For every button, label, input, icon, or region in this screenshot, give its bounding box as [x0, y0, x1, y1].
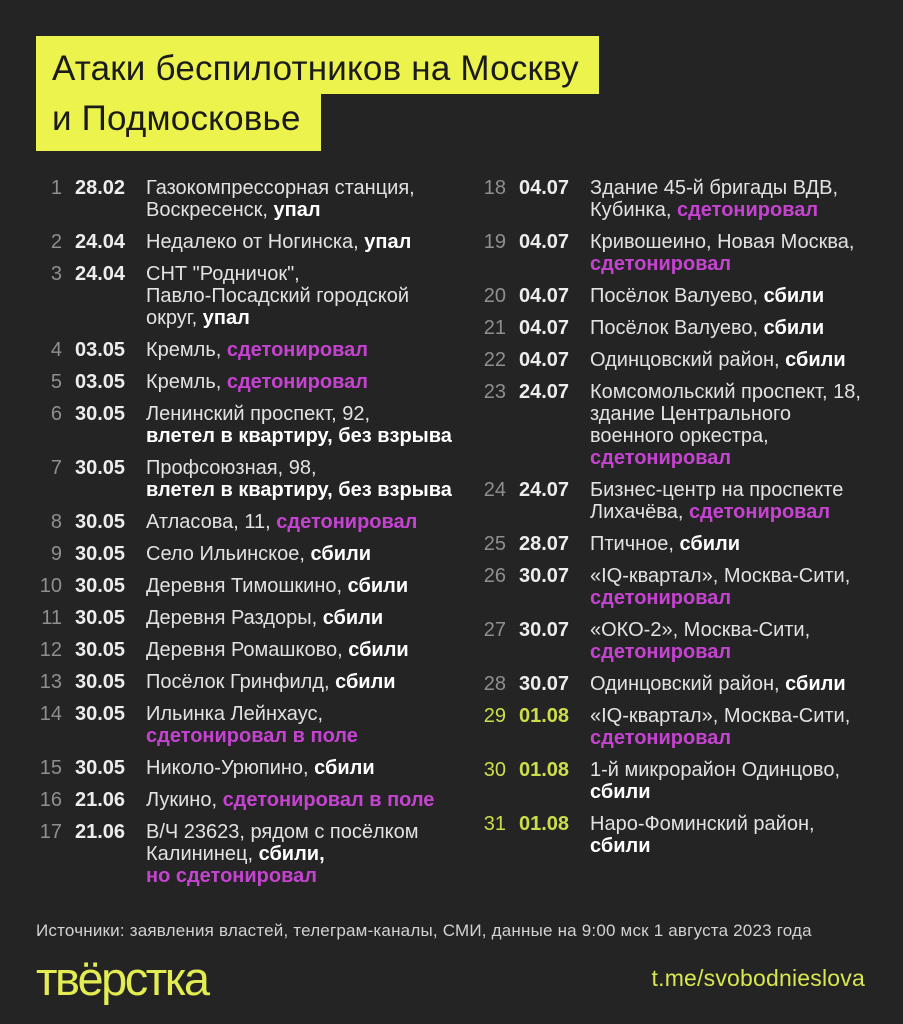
entry-text-segment: упал [202, 307, 250, 330]
title-block [36, 36, 867, 151]
entry-description [146, 543, 371, 565]
entry-line [590, 479, 843, 501]
entry-number: 6 [50, 403, 62, 426]
entry-line [146, 307, 409, 329]
entry-line [146, 575, 408, 597]
entry-number: 20 [483, 285, 506, 308]
entry-description [146, 403, 452, 447]
entry-text-segment: «IQ-квартал», Москва-Сити, [590, 705, 851, 728]
entry-description [590, 673, 846, 695]
entry-line [590, 349, 846, 371]
entry-number: 24 [483, 479, 506, 502]
entry-line [146, 757, 375, 779]
entry-number: 14 [39, 703, 62, 726]
list-item [36, 757, 480, 779]
entry-text-segment: сдетонировал [226, 371, 368, 394]
entry-description [146, 703, 358, 747]
entry-line [590, 403, 861, 425]
entry-number: 3 [50, 263, 62, 286]
footer-row [36, 953, 867, 1005]
entry-text-segment: сдетонировал [590, 447, 732, 470]
entry-line [590, 727, 850, 749]
list-item [36, 543, 480, 565]
entry-number: 23 [483, 381, 506, 404]
entry-date: 03.05 [75, 371, 126, 394]
entry-number: 11 [41, 607, 62, 630]
list-item [36, 821, 480, 887]
list-item [36, 607, 480, 629]
entry-text-segment: Бизнес-центр на проспекте [590, 479, 844, 502]
list-item [480, 673, 867, 695]
entry-line [146, 843, 419, 865]
list-item [36, 457, 480, 501]
entry-text-segment: сбили [679, 533, 741, 556]
entry-description [590, 619, 810, 663]
entry-date: 04.07 [519, 349, 570, 372]
entry-number: 21 [483, 317, 506, 340]
entry-line [590, 565, 850, 587]
entry-text-segment: сбили [590, 835, 651, 858]
entry-text-segment: упал [273, 199, 321, 222]
entry-text-segment: сдетонировал в поле [222, 789, 435, 812]
entry-number: 1 [50, 177, 62, 200]
entry-line [146, 671, 396, 693]
list-item [480, 533, 867, 555]
list-item [480, 479, 867, 523]
entry-line [590, 447, 861, 469]
entry-line [146, 725, 358, 747]
entry-text-segment: сдетонировал [590, 587, 732, 610]
entry-date: 03.05 [75, 339, 126, 362]
entry-text-segment: Лихачёва, [590, 501, 689, 524]
entry-description [146, 177, 415, 221]
entry-text-segment: сбили [785, 673, 846, 696]
entry-line [590, 759, 840, 781]
entry-description [146, 231, 411, 253]
entry-description [590, 349, 846, 371]
list-item [480, 565, 867, 609]
entry-description [146, 575, 408, 597]
entry-number: 22 [483, 349, 506, 372]
page-title-line-1 [36, 36, 599, 94]
entry-description [146, 339, 368, 361]
entry-description [590, 231, 854, 275]
entry-date: 01.08 [519, 813, 570, 836]
entry-description [590, 813, 815, 857]
entry-line [590, 177, 838, 199]
entry-number: 7 [50, 457, 62, 480]
entry-line [146, 703, 358, 725]
entry-description [590, 177, 838, 221]
entry-text-segment: сдетонировал [590, 727, 732, 750]
entry-description [146, 821, 419, 887]
entry-date: 24.07 [519, 381, 570, 404]
list-item [480, 177, 867, 221]
entry-date: 30.05 [75, 457, 126, 480]
entry-line [590, 199, 838, 221]
entry-text-segment: «ОКО-2», Москва-Сити, [590, 619, 811, 642]
entry-text-segment: Деревня Ромашково, [146, 639, 349, 662]
list-item [36, 231, 480, 253]
entry-description [590, 479, 843, 523]
entry-line [590, 619, 810, 641]
list-item [480, 759, 867, 803]
entry-date: 21.06 [75, 789, 126, 812]
entry-number: 12 [39, 639, 62, 662]
entry-number: 9 [50, 543, 62, 566]
list-item [36, 371, 480, 393]
entry-line [146, 285, 409, 307]
list-item [480, 285, 867, 307]
entry-text-segment: Николо-Урюпино, [146, 757, 315, 780]
entry-text-segment: Деревня Раздоры, [146, 607, 323, 630]
entry-line [146, 371, 368, 393]
entry-line [146, 479, 452, 501]
list-item [36, 403, 480, 447]
entry-text-segment: здание Центрального [590, 403, 792, 426]
entry-text-segment: влетел в квартиру, без взрыва [146, 479, 452, 502]
entry-text-segment: но сдетонировал [146, 865, 317, 888]
entry-description [146, 757, 375, 779]
entry-date: 30.07 [519, 565, 570, 588]
entry-line [146, 231, 411, 253]
list-item [480, 349, 867, 371]
entry-description [590, 533, 740, 555]
entry-text-segment: сбили [335, 671, 396, 694]
entry-date: 30.05 [75, 511, 126, 534]
entry-line [146, 457, 452, 479]
entry-date: 01.08 [519, 759, 570, 782]
verstka-logo: твёрстка [36, 952, 208, 1006]
entry-text-segment: Газокомпрессорная станция, [146, 177, 415, 200]
entry-text-segment: Калининец, [146, 843, 259, 866]
entry-description [590, 565, 850, 609]
entry-line [590, 381, 861, 403]
entry-text-segment: Недалеко от Ногинска, [146, 231, 365, 254]
entry-line [590, 641, 810, 663]
list-item [36, 263, 480, 329]
entry-line [590, 285, 824, 307]
entry-date: 30.07 [519, 619, 570, 642]
entry-description [146, 511, 417, 533]
entry-date: 30.05 [75, 403, 126, 426]
entry-text-segment: сбили [785, 349, 846, 372]
entry-date: 04.07 [519, 231, 570, 254]
entry-text-segment: сдетонировал [276, 511, 418, 534]
entry-line [146, 865, 419, 887]
entry-text-segment: сбили [322, 607, 384, 630]
entry-line [590, 501, 843, 523]
entry-line [590, 253, 854, 275]
entry-line [146, 639, 409, 661]
entry-number: 25 [483, 533, 506, 556]
entry-text-segment: Здание 45-й бригады ВДВ, [590, 177, 839, 200]
column-right [480, 177, 867, 897]
entry-line [146, 403, 452, 425]
entry-text-segment: сдетонировал [676, 199, 819, 222]
entry-text-segment: округ, [146, 307, 203, 330]
page-title-line-2 [36, 94, 321, 152]
entry-line [146, 543, 371, 565]
entry-description [146, 457, 452, 501]
entry-description [146, 789, 434, 811]
entry-description [590, 317, 824, 339]
list-item [36, 671, 480, 693]
entry-text-segment: сдетонировал [226, 339, 368, 362]
entry-number: 31 [483, 813, 506, 836]
list-item [36, 703, 480, 747]
entry-line [590, 317, 824, 339]
entry-text-segment: Ленинский проспект, 92, [146, 403, 371, 426]
list-item [36, 575, 480, 597]
entry-text-segment: Атласова, 11, [146, 511, 277, 534]
entry-line [590, 835, 815, 857]
title-text-2: и Подмосковье [52, 98, 301, 138]
entry-description [590, 705, 850, 749]
entry-date: 21.06 [75, 821, 126, 844]
entry-text-segment: Наро-Фоминский район, [590, 813, 815, 836]
entry-number: 10 [39, 575, 62, 598]
entry-text-segment: Кубинка, [590, 199, 677, 222]
entry-date: 30.05 [75, 703, 126, 726]
entry-line [590, 781, 840, 803]
entry-number: 16 [39, 789, 62, 812]
list-item [36, 339, 480, 361]
entry-line [146, 821, 419, 843]
entry-text-segment: Павло-Посадский городской [146, 285, 410, 308]
entry-date: 24.04 [75, 231, 126, 254]
entry-date: 01.08 [519, 705, 570, 728]
entry-text-segment: сбили [310, 543, 372, 566]
list-item [480, 705, 867, 749]
entry-text-segment: В/Ч 23623, рядом с посёлком [146, 821, 419, 844]
entry-text-segment: СНТ "Родничок", [146, 263, 300, 286]
entry-line [146, 263, 409, 285]
list-item [36, 639, 480, 661]
entry-number: 15 [39, 757, 62, 780]
entry-number: 26 [483, 565, 506, 588]
entry-line [146, 607, 383, 629]
entry-line [146, 511, 417, 533]
entry-line [146, 199, 415, 221]
list-item [480, 231, 867, 275]
entry-text-segment: Посёлок Валуево, [590, 285, 764, 308]
list-item [480, 813, 867, 857]
entry-number: 29 [483, 705, 506, 728]
entry-date: 28.07 [519, 533, 570, 556]
entry-line [590, 231, 854, 253]
entry-date: 04.07 [519, 317, 570, 340]
entry-date: 30.05 [75, 607, 126, 630]
entry-text-segment: сдетонировал [590, 641, 732, 664]
incident-list [36, 177, 867, 897]
entry-text-segment: сбили, [258, 843, 325, 866]
entry-text-segment: Ильинка Лейнхаус, [146, 703, 324, 726]
entry-date: 24.04 [75, 263, 126, 286]
entry-description [590, 381, 861, 469]
entry-text-segment: Кривошеино, Новая Москва, [590, 231, 855, 254]
entry-text-segment: военного оркестра, [590, 425, 769, 448]
list-item [36, 177, 480, 221]
entry-text-segment: сбили [314, 757, 375, 780]
entry-text-segment: Село Ильинское, [146, 543, 311, 566]
entry-text-segment: сбили [763, 317, 825, 340]
entry-text-segment: Комсомольский проспект, 18, [590, 381, 861, 404]
list-item [480, 619, 867, 663]
entry-date: 28.02 [75, 177, 126, 200]
entry-date: 30.05 [75, 543, 126, 566]
title-text-1: Атаки беспилотников на Москву [52, 49, 579, 88]
sources-note: Источники: заявления властей, телеграм-каналы, СМИ, данные на 9:00 мск 1 августа 2023 года [36, 921, 812, 941]
entry-number: 18 [483, 177, 506, 200]
entry-text-segment: 1-й микрорайон Одинцово, [590, 759, 841, 782]
entry-number: 13 [39, 671, 62, 694]
entry-number: 8 [50, 511, 62, 534]
entry-number: 19 [483, 231, 506, 254]
entry-text-segment: сдетонировал [590, 253, 732, 276]
entry-text-segment: Посёлок Гринфилд, [146, 671, 336, 694]
entry-text-segment: Профсоюзная, 98, [146, 457, 317, 480]
entry-line [146, 789, 434, 811]
list-item [36, 511, 480, 533]
entry-date: 30.05 [75, 757, 126, 780]
list-item [480, 381, 867, 469]
entry-text-segment: сдетонировал [688, 501, 831, 524]
entry-text-segment: Лукино, [146, 789, 223, 812]
entry-line [146, 425, 452, 447]
entry-text-segment: сдетонировал в поле [146, 725, 358, 748]
entry-text-segment: Одинцовский район, [590, 673, 786, 696]
entry-text-segment: Деревня Тимошкино, [146, 575, 348, 598]
entry-text-segment: Посёлок Валуево, [590, 317, 764, 340]
entry-description [146, 607, 383, 629]
entry-description [590, 285, 824, 307]
entry-text-segment: сбили [590, 781, 651, 804]
entry-line [590, 705, 850, 727]
entry-text-segment: Кремль, [146, 339, 227, 362]
entry-line [590, 425, 861, 447]
entry-text-segment: Воскресенск, [146, 199, 274, 222]
entry-date: 04.07 [519, 285, 570, 308]
column-left [36, 177, 480, 897]
entry-line [590, 533, 740, 555]
entry-date: 24.07 [519, 479, 570, 502]
entry-description [146, 671, 396, 693]
entry-number: 28 [483, 673, 506, 696]
entry-date: 30.07 [519, 673, 570, 696]
entry-number: 27 [483, 619, 506, 642]
entry-text-segment: влетел в квартиру, без взрыва [146, 425, 452, 448]
entry-line [146, 339, 368, 361]
list-item [480, 317, 867, 339]
entry-number: 4 [50, 339, 62, 362]
entry-line [590, 673, 846, 695]
entry-text-segment: упал [364, 231, 412, 254]
entry-description [590, 759, 840, 803]
entry-description [146, 639, 409, 661]
footer [36, 921, 867, 1005]
entry-line [590, 587, 850, 609]
entry-text-segment: Кремль, [146, 371, 227, 394]
entry-date: 30.05 [75, 639, 126, 662]
entry-line [590, 813, 815, 835]
entry-number: 5 [50, 371, 62, 394]
entry-text-segment: «IQ-квартал», Москва-Сити, [590, 565, 851, 588]
entry-text-segment: Одинцовский район, [590, 349, 786, 372]
entry-text-segment: сбили [347, 575, 409, 598]
entry-text-segment: сбили [763, 285, 825, 308]
entry-number: 17 [39, 821, 62, 844]
entry-date: 04.07 [519, 177, 570, 200]
entry-date: 30.05 [75, 575, 126, 598]
entry-text-segment: Птичное, [590, 533, 680, 556]
entry-line [146, 177, 415, 199]
telegram-link: t.me/svobodnieslova [651, 965, 865, 992]
entry-text-segment: сбили [348, 639, 409, 662]
entry-description [146, 371, 368, 393]
list-item [36, 789, 480, 811]
entry-date: 30.05 [75, 671, 126, 694]
entry-number: 2 [50, 231, 62, 254]
entry-description [146, 263, 409, 329]
entry-number: 30 [483, 759, 506, 782]
